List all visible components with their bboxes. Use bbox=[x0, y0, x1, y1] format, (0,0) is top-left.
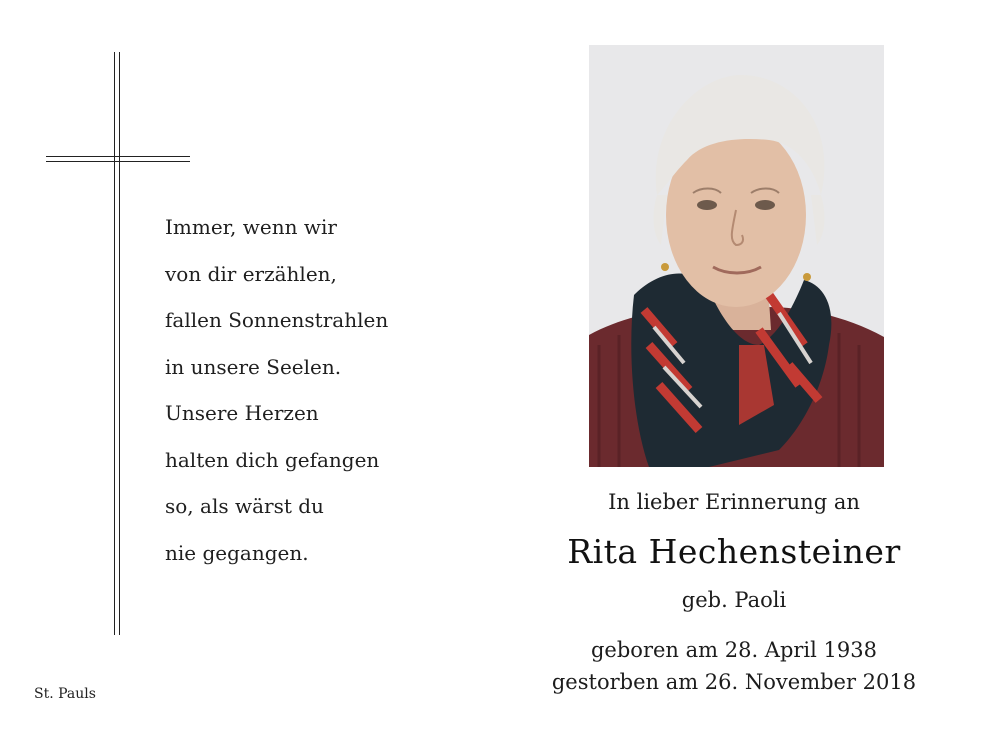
poem-line: fallen Sonnenstrahlen bbox=[165, 308, 389, 332]
portrait-photo bbox=[589, 45, 884, 467]
cross-horizontal-line bbox=[46, 156, 190, 157]
poem-line: halten dich gefangen bbox=[165, 447, 380, 472]
poem-line: Unsere Herzen bbox=[165, 401, 319, 425]
memorial-intro: In lieber Erinnerung an bbox=[608, 490, 860, 514]
poem-line: nie gegangen. bbox=[165, 540, 309, 565]
cross-horizontal-line bbox=[46, 161, 190, 162]
place-label: St. Pauls bbox=[34, 686, 96, 702]
poem-line: Immer, wenn wir bbox=[165, 215, 337, 239]
death-date: gestorben am 26. November 2018 bbox=[551, 670, 917, 694]
poem-line: von dir erzählen, bbox=[165, 261, 337, 286]
poem bbox=[165, 216, 495, 588]
deceased-name: Rita Hechensteiner bbox=[567, 532, 901, 571]
maiden-name: geb. Paoli bbox=[681, 588, 787, 612]
poem-line: so, als wärst du bbox=[165, 494, 324, 518]
poem-line: in unsere Seelen. bbox=[165, 354, 342, 379]
cross-vertical-line bbox=[119, 52, 120, 635]
cross-vertical-line bbox=[114, 52, 115, 635]
birth-date: geboren am 28. April 1938 bbox=[590, 638, 877, 662]
